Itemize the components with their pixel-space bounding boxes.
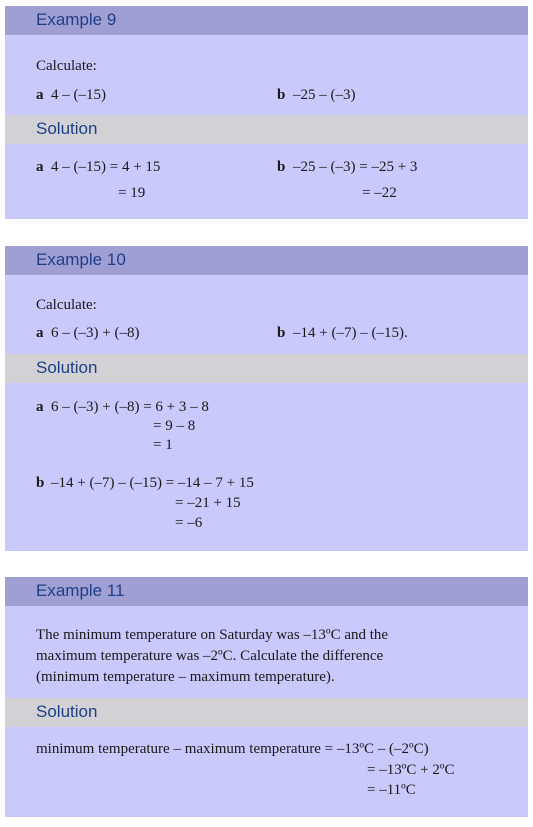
- example-11-solution-line3: = –11ºC: [367, 782, 416, 798]
- example-10-prompt: Calculate:: [36, 297, 97, 313]
- example-11-text-line1: The minimum temperature on Saturday was –13ºC and the: [36, 627, 389, 643]
- example-9-header: [5, 6, 528, 35]
- example-10-solution-a-letter: a: [36, 399, 44, 415]
- example-9-solution-label: Solution: [36, 119, 98, 138]
- example-9-solution-bar: [5, 115, 528, 144]
- example-11-text-line3: (minimum temperature – maximum temperature).: [36, 669, 335, 685]
- example-10-box: [5, 246, 528, 551]
- example-9-solution-b-line2: = –22: [362, 185, 397, 201]
- example-9-solution-a-line1: 4 – (–15) = 4 + 15: [51, 159, 161, 175]
- example-10-solution-b-line3: = –6: [175, 515, 203, 531]
- example-11-solution-bar: [5, 698, 528, 727]
- example-9-question-b: –25 – (–3): [293, 87, 356, 103]
- example-9-prompt: Calculate:: [36, 58, 97, 74]
- example-11-text-line2: maximum temperature was –2ºC. Calculate the difference: [36, 648, 384, 664]
- example-10-title: Example 10: [36, 250, 126, 269]
- example-9-solution-b-letter: b: [277, 159, 286, 175]
- example-10-question-a: 6 – (–3) + (–8): [51, 325, 140, 341]
- example-10-question-b-letter: b: [277, 325, 286, 341]
- example-11-solution-label: Solution: [36, 702, 98, 721]
- example-11-solution-line2: = –13ºC + 2ºC: [367, 762, 455, 778]
- example-11-header: [5, 577, 528, 606]
- example-10-question-b: –14 + (–7) – (–15).: [293, 325, 408, 341]
- example-10-question-a-letter: a: [36, 325, 44, 341]
- example-9-question-a: 4 – (–15): [51, 87, 106, 103]
- example-10-header: [5, 246, 528, 275]
- example-10-solution-b-letter: b: [36, 475, 45, 491]
- example-10-solution-label: Solution: [36, 358, 98, 377]
- example-9-question-b-letter: b: [277, 87, 286, 103]
- example-9-title: Example 9: [36, 10, 117, 29]
- example-10-solution-b-line2: = –21 + 15: [175, 495, 241, 511]
- example-11-solution-line1: minimum temperature – maximum temperature = –13ºC – (–2ºC): [36, 741, 429, 757]
- example-9-question-a-letter: a: [36, 87, 44, 103]
- example-10-solution-a-line1: 6 – (–3) + (–8) = 6 + 3 – 8: [51, 399, 209, 415]
- example-10-solution-b-line1: –14 + (–7) – (–15) = –14 – 7 + 15: [51, 475, 254, 491]
- example-9-solution-b-line1: –25 – (–3) = –25 + 3: [293, 159, 418, 175]
- example-9-box: [5, 6, 528, 219]
- example-9-solution-a-letter: a: [36, 159, 44, 175]
- example-11-box: [5, 577, 528, 817]
- example-10-solution-a-line2: = 9 – 8: [153, 418, 196, 434]
- example-11-title: Example 11: [36, 581, 125, 600]
- example-10-solution-a-line3: = 1: [153, 437, 173, 453]
- example-9-solution-a-line2: = 19: [118, 185, 146, 201]
- example-10-solution-bar: [5, 354, 528, 383]
